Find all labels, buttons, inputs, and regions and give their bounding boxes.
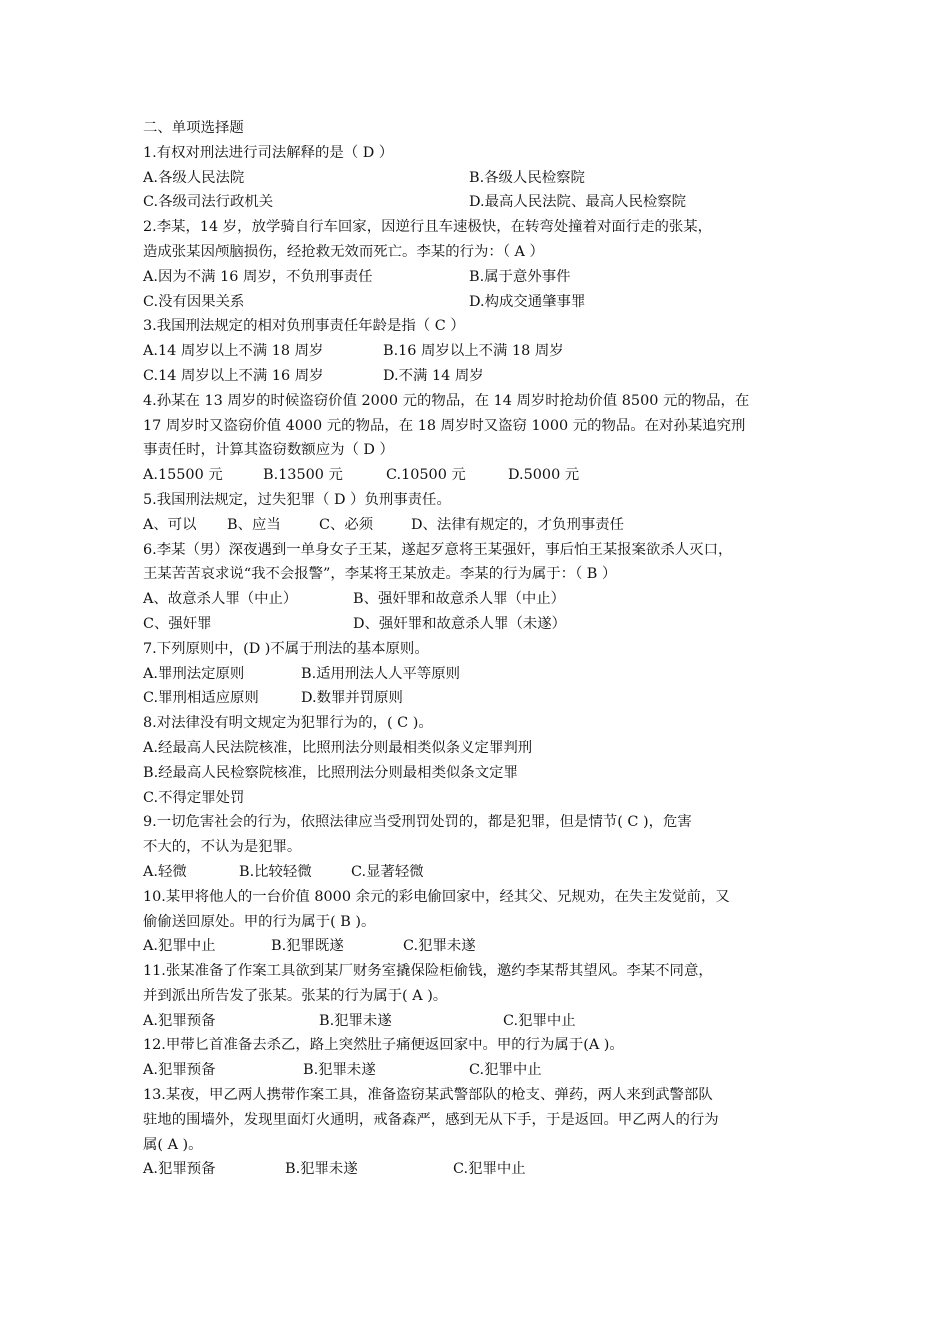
question-2-stem-line-2: 造成张某因颅脑损伤，经抢救无效而死亡。李某的行为：（ A ） [143,243,544,260]
question-3-options-row-2 [143,364,811,389]
question-11-option-a: A.犯罪预备 [143,1012,216,1029]
question-4-stem-line-3: 事责任时，计算其盗窃数额应为（ D ） [143,442,394,459]
question-7-option-d: D.数罪并罚原则 [301,690,403,707]
question-13-option-a: A.犯罪预备 [143,1161,216,1178]
question-7-option-b: B.适用刑法人人平等原则 [301,665,461,682]
question-4-stem-line-1: 4.孙某在 13 周岁的时候盗窃价值 2000 元的物品，在 14 周岁时抢劫价值 8500 元的物品，在 [143,392,750,409]
question-11-option-c: C.犯罪中止 [503,1012,576,1029]
question-10-option-c: C.犯罪未遂 [403,938,476,955]
question-10-option-a: A.犯罪中止 [143,938,216,955]
question-7-option-a: A.罪刑法定原则 [143,665,245,682]
question-6-option-a: A、故意杀人罪（中止） [143,591,298,608]
question-8-option-b: B.经最高人民检察院核准，比照刑法分则最相类似条文定罪 [143,764,518,781]
question-6-option-b: B、强奸罪和故意杀人罪（中止） [353,591,566,608]
question-13-stem-line-2: 驻地的围墙外，发现里面灯火通明，戒备森严，感到无从下手，于是返回。甲乙两人的行为 [143,1111,719,1128]
question-4-option-c: C.10500 元 [386,467,466,484]
question-11-stem-line-1: 11.张某准备了作案工具欲到某厂财务室撬保险柜偷钱，邀约李某帮其望风。李某不同意， [143,963,713,980]
question-12-options-row [143,1058,811,1083]
question-9-options-row [143,860,811,885]
question-3-option-c: C.14 周岁以上不满 16 周岁 [143,367,324,384]
question-10-stem-line-1: 10.某甲将他人的一台价值 8000 余元的彩电偷回家中，经其父、兄规劝，在失主发觉前，又 [143,888,730,905]
question-11-options-row [143,1009,811,1034]
question-6-options-row-2 [143,612,811,637]
question-6-stem-line-2: 王某苦苦哀求说“我不会报警”，李某将王某放走。李某的行为属于：（ B ） [143,566,617,583]
question-6-stem-line-1: 6.李某（男）深夜遇到一单身女子王某，遂起歹意将王某强奸，事后怕王某报案欲杀人灭口， [143,541,733,558]
question-1-option-b: B.各级人民检察院 [469,169,585,186]
question-1-options-row-2 [143,190,811,215]
question-11-stem-line-2: 并到派出所告发了张某。张某的行为属于( A )。 [143,987,448,1004]
question-4-option-a: A.15500 元 [143,467,223,484]
document-page [143,116,811,1182]
question-1-option-c: C.各级司法行政机关 [143,194,274,211]
question-9-option-c: C.显著轻微 [351,863,424,880]
question-8-option-c: C.不得定罪处罚 [143,789,245,806]
question-3-option-d: D.不满 14 周岁 [383,367,484,384]
question-6-option-d: D、强奸罪和故意杀人罪（未遂） [353,615,567,632]
question-6-option-c: C、强奸罪 [143,615,212,632]
question-9-stem-line-2: 不大的，不认为是犯罪。 [143,839,302,856]
question-5-option-c: C、必须 [319,516,374,533]
question-8-stem: 8.对法律没有明文规定为犯罪行为的，( C )。 [143,715,433,732]
question-3-option-b: B.16 周岁以上不满 18 周岁 [383,343,564,360]
question-6-options-row-1 [143,587,811,612]
question-2-option-d: D.构成交通肇事罪 [469,293,586,310]
question-7-options-row-1 [143,662,811,687]
question-13-stem-line-1: 13.某夜，甲乙两人携带作案工具，准备盗窃某武警部队的枪支、弹药，两人来到武警部队 [143,1087,713,1104]
question-2-options-row-2 [143,290,811,315]
question-1-option-a: A.各级人民法院 [143,169,245,186]
question-11-option-b: B.犯罪未遂 [319,1012,392,1029]
question-7-option-c: C.罪刑相适应原则 [143,690,259,707]
question-5-stem: 5.我国刑法规定，过失犯罪（ D ）负刑事责任。 [143,491,451,508]
question-2-option-b: B.属于意外事件 [469,268,571,285]
question-12-option-c: C.犯罪中止 [469,1062,542,1079]
question-5-option-a: A、可以 [143,516,197,533]
question-3-option-a: A.14 周岁以上不满 18 周岁 [143,343,324,360]
question-1-option-d: D.最高人民法院、最高人民检察院 [469,194,687,211]
question-4-options-row [143,463,811,488]
question-5-option-d: D、法律有规定的，才负刑事责任 [411,516,625,533]
question-2-option-c: C.没有因果关系 [143,293,245,310]
question-4-stem-line-2: 17 周岁时又盗窃价值 4000 元的物品，在 18 周岁时又盗窃 1000 元的物品。在对孙某追究刑 [143,417,746,434]
question-1-options-row-1 [143,166,811,191]
question-13-option-c: C.犯罪中止 [453,1161,526,1178]
question-7-stem: 7.下列原则中，(D )不属于刑法的基本原则。 [143,640,429,657]
question-5-option-b: B、应当 [227,516,281,533]
question-12-option-a: A.犯罪预备 [143,1062,216,1079]
question-5-options-row [143,513,811,538]
question-1-stem: 1.有权对刑法进行司法解释的是（ D ） [143,144,394,161]
section-title: 二、单项选择题 [143,120,244,136]
question-9-option-b: B.比较轻微 [239,863,312,880]
question-3-options-row-1 [143,339,811,364]
question-13-stem-line-3: 属( A )。 [143,1136,203,1153]
question-2-stem-line-1: 2.李某，14 岁，放学骑自行车回家，因逆行且车速极快，在转弯处撞着对面行走的张某， [143,219,713,236]
question-12-option-b: B.犯罪未遂 [303,1062,376,1079]
question-4-option-d: D.5000 元 [508,467,580,484]
question-10-options-row [143,934,811,959]
question-13-options-row [143,1157,811,1182]
question-3-stem: 3.我国刑法规定的相对负刑事责任年龄是指（ C ） [143,318,465,335]
question-2-option-a: A.因为不满 16 周岁，不负刑事责任 [143,268,373,285]
question-12-stem: 12.甲带匕首准备去杀乙，路上突然肚子痛便返回家中。甲的行为属于(A )。 [143,1037,624,1054]
question-9-option-a: A.轻微 [143,863,187,880]
question-13-option-b: B.犯罪未遂 [285,1161,358,1178]
question-8-option-a: A.经最高人民法院核准，比照刑法分则最相类似条义定罪判刑 [143,739,533,756]
question-2-options-row-1 [143,265,811,290]
question-7-options-row-2 [143,686,811,711]
question-10-stem-line-2: 偷偷送回原处。甲的行为属于( B )。 [143,913,376,930]
question-4-option-b: B.13500 元 [263,467,343,484]
question-10-option-b: B.犯罪既遂 [271,938,344,955]
question-9-stem-line-1: 9.一切危害社会的行为，依照法律应当受刑罚处罚的，都是犯罪，但是情节( C )，危害 [143,814,692,831]
